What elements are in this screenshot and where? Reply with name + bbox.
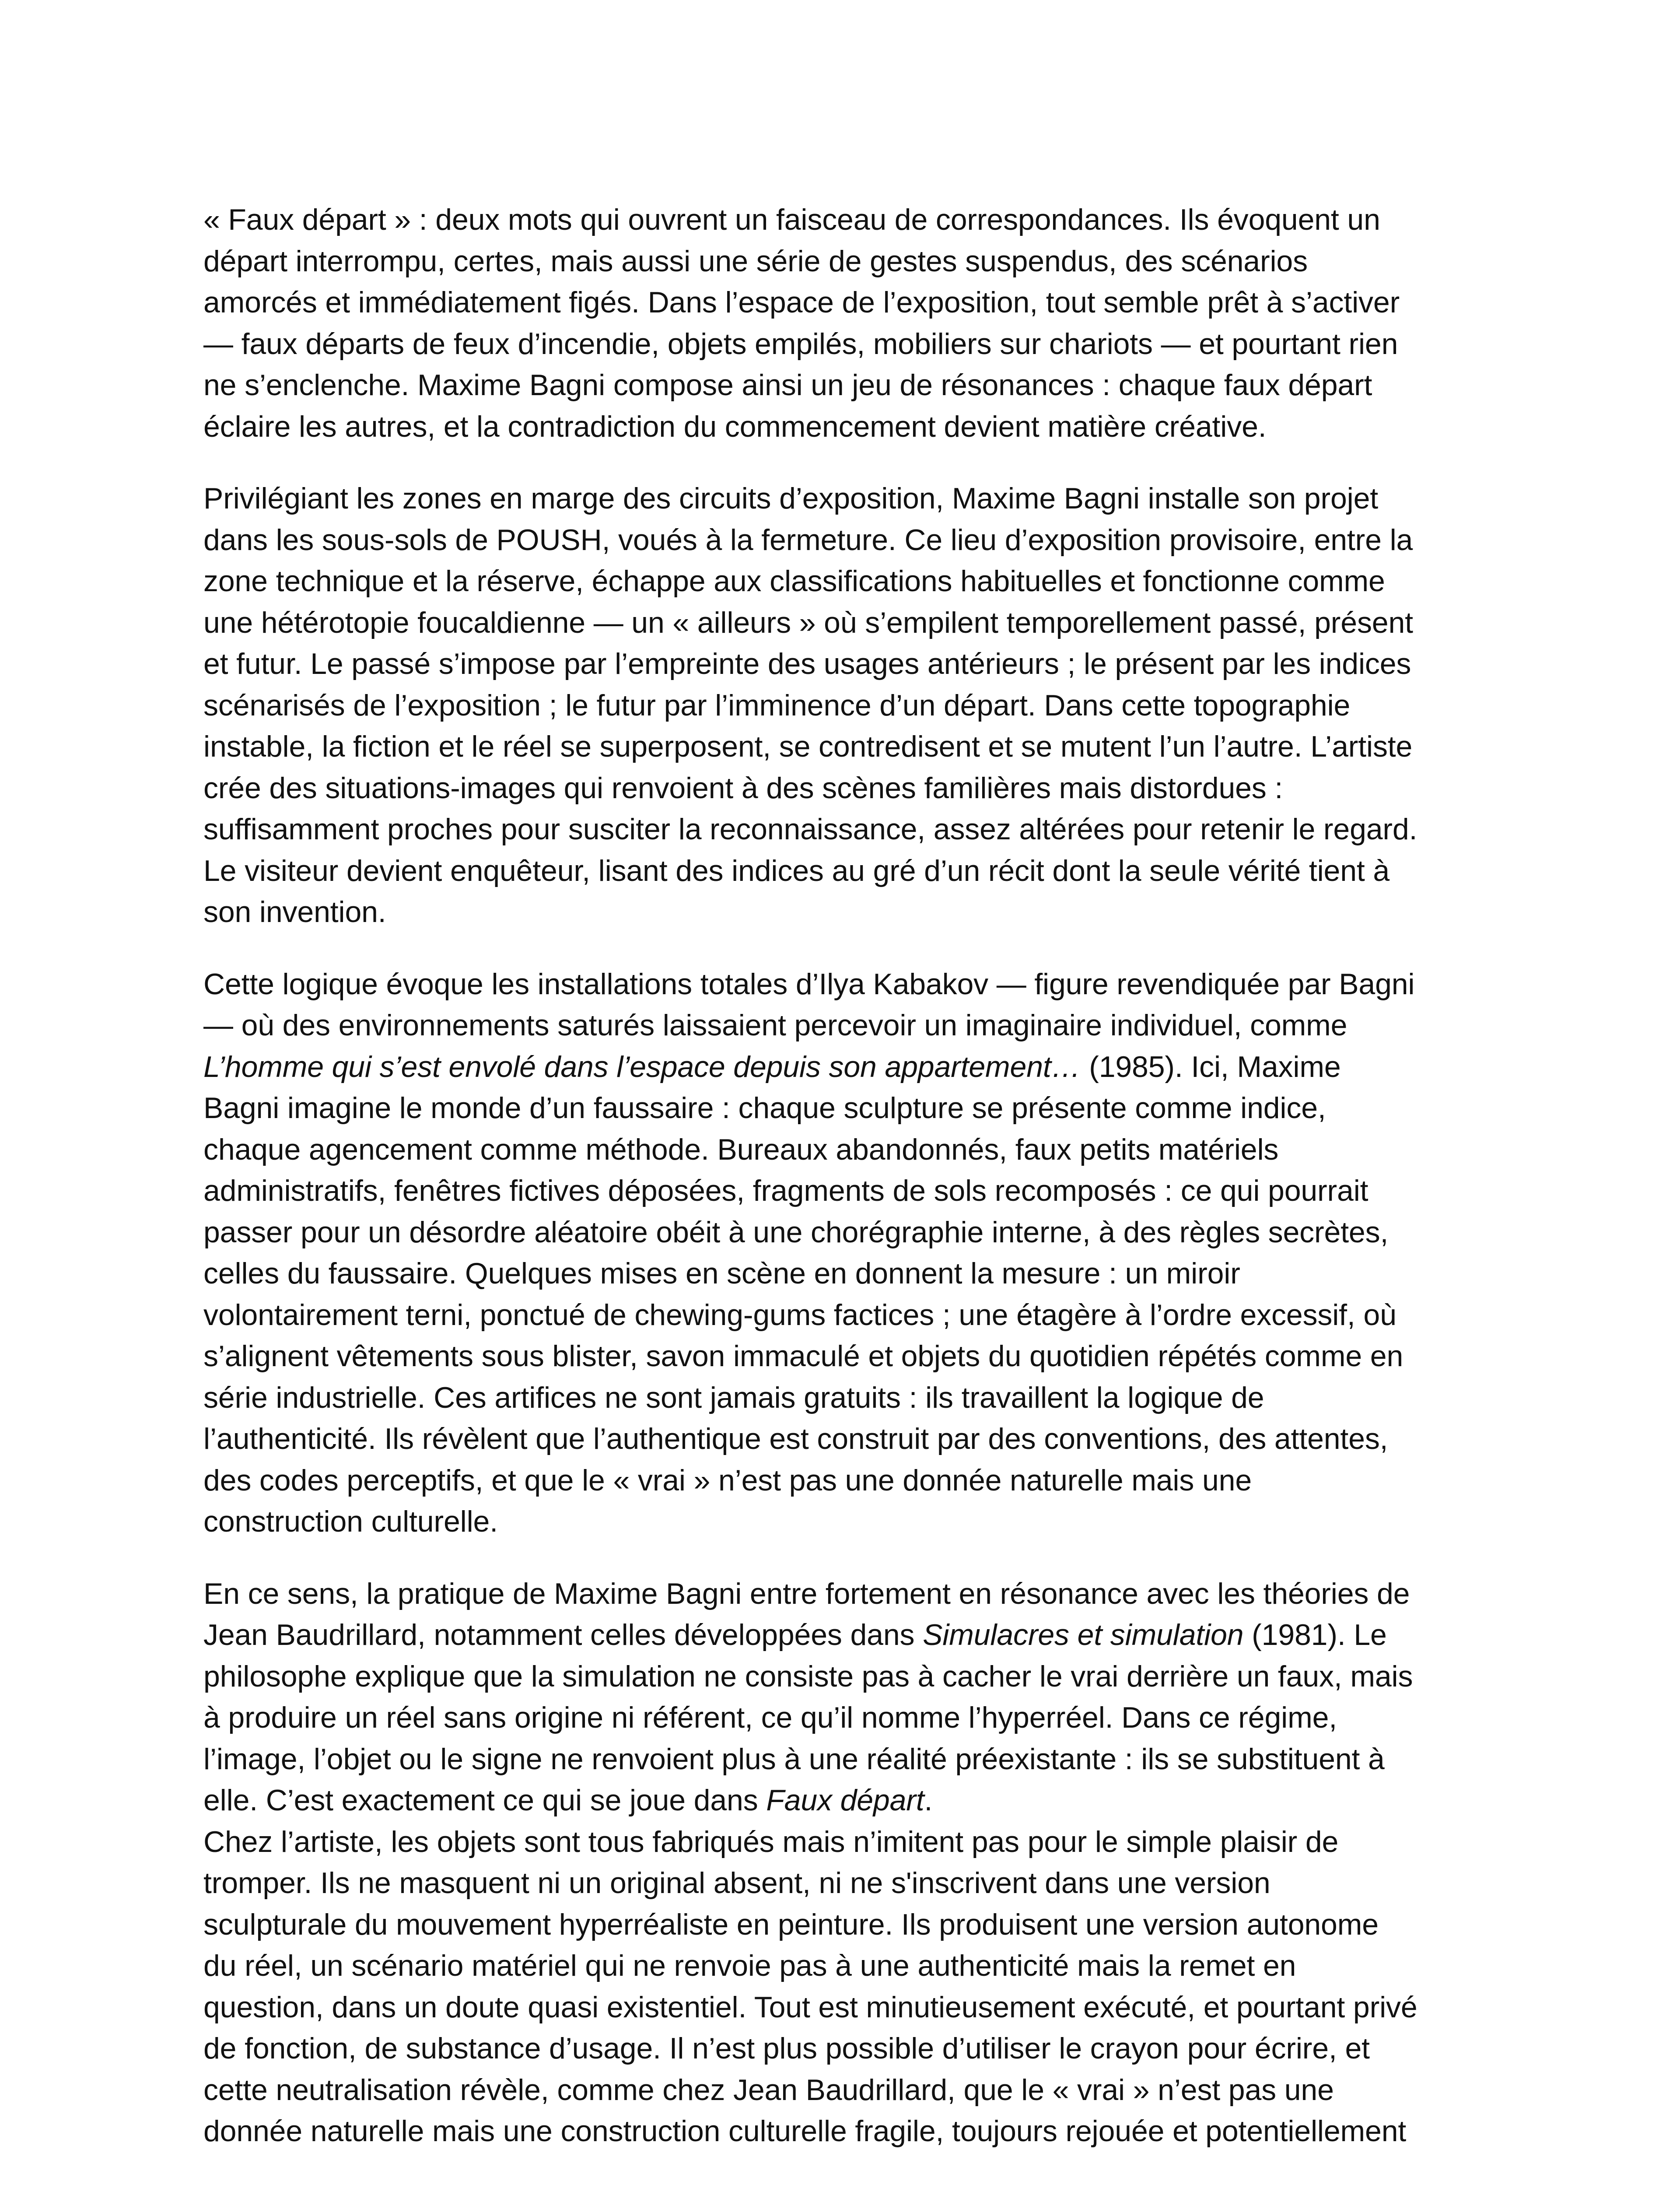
text-line: crée des situations-images qui renvoient à des scènes familières mais distordues : — [203, 771, 1283, 805]
text-line: du réel, un scénario matériel qui ne renvoie pas à une authenticité mais la remet en — [203, 1949, 1296, 1982]
text-line: l’authenticité. Ils révèlent que l’authentique est construit par des conventions, des attentes, — [203, 1422, 1388, 1455]
text-line: série industrielle. Ces artifices ne sont jamais gratuits : ils travaillent la logique de — [203, 1381, 1264, 1414]
text-line: cette neutralisation révèle, comme chez Jean Baudrillard, que le « vrai » n’est pas une — [203, 2073, 1334, 2107]
text-line: volontairement terni, ponctué de chewing-gums factices ; une étagère à l’ordre excessif, où — [203, 1298, 1396, 1332]
text-line: suffisamment proches pour susciter la reconnaissance, assez altérées pour retenir le regard. — [203, 813, 1418, 846]
text-line: celles du faussaire. Quelques mises en scène en donnent la mesure : un miroir — [203, 1257, 1240, 1290]
text-line: — faux départs de feux d’incendie, objets empilés, mobiliers sur chariots — et pourtant rien — [203, 327, 1398, 361]
text-line: administratifs, fenêtres fictives déposées, fragments de sols recomposés : ce qui pourrait — [203, 1174, 1368, 1207]
paragraph-2 — [203, 478, 1492, 933]
paragraph-1 — [203, 199, 1492, 447]
text-line: passer pour un désordre aléatoire obéit à une chorégraphie interne, à des règles secrètes, — [203, 1215, 1389, 1249]
text-line: Le visiteur devient enquêteur, lisant des indices au gré d’un récit dont la seule vérité tient à — [203, 854, 1390, 887]
text-line: zone technique et la réserve, échappe aux classifications habituelles et fonctionne comme — [203, 565, 1385, 598]
text-line: — où des environnements saturés laissaient percevoir un imaginaire individuel, comme — [203, 1009, 1348, 1042]
text-line: départ interrompu, certes, mais aussi une série de gestes suspendus, des scénarios — [203, 244, 1308, 278]
text-line: de fonction, de substance d’usage. Il n’est plus possible d’utiliser le crayon pour écrire, et — [203, 2032, 1370, 2065]
text-line: L’homme qui s’est envolé dans l’espace depuis son appartement… (1985). Ici, Maxime — [203, 1050, 1341, 1083]
text-line: construction culturelle. — [203, 1505, 498, 1538]
text-line: dans les sous-sols de POUSH, voués à la fermeture. Ce lieu d’exposition provisoire, entre la — [203, 523, 1413, 557]
text-line: elle. C’est exactement ce qui se joue dans Faux départ. — [203, 1784, 933, 1817]
italic-book-title: Simulacres et simulation — [923, 1618, 1244, 1652]
text-line: amorcés et immédiatement figés. Dans l’espace de l’exposition, tout semble prêt à s’activer — [203, 286, 1400, 319]
text-line: question, dans un doute quasi existentiel. Tout est minutieusement exécuté, et pourtant privé — [203, 1990, 1418, 2024]
text-line: instable, la fiction et le réel se superposent, se contredisent et se mutent l’un l’autre. L’artiste — [203, 730, 1413, 763]
document-page — [203, 199, 1492, 2152]
text-line: Jean Baudrillard, notamment celles développées dans Simulacres et simulation (1981). Le — [203, 1618, 1387, 1652]
text-line: donnée naturelle mais une construction culturelle fragile, toujours rejouée et potentiellement — [203, 2114, 1407, 2148]
text-line: des codes perceptifs, et que le « vrai » n’est pas une donnée naturelle mais une — [203, 1463, 1252, 1497]
paragraph-3 — [203, 964, 1492, 1543]
text-line: ne s’enclenche. Maxime Bagni compose ainsi un jeu de résonances : chaque faux départ — [203, 368, 1372, 402]
text-line: chaque agencement comme méthode. Bureaux abandonnés, faux petits matériels — [203, 1133, 1279, 1166]
text-line: son invention. — [203, 895, 386, 929]
italic-exhibition-title: Faux départ — [766, 1784, 924, 1817]
text-line: l’image, l’objet ou le signe ne renvoient plus à une réalité préexistante : ils se substituent à — [203, 1742, 1385, 1776]
text-line: et futur. Le passé s’impose par l’empreinte des usages antérieurs ; le présent par les indices — [203, 647, 1411, 680]
italic-work-title: L’homme qui s’est envolé dans l’espace depuis son appartement… — [203, 1050, 1081, 1083]
text-line: s’alignent vêtements sous blister, savon immaculé et objets du quotidien répétés comme en — [203, 1339, 1404, 1373]
text-line: scénarisés de l’exposition ; le futur par l’imminence d’un départ. Dans cette topographie — [203, 688, 1351, 722]
text-line: éclaire les autres, et la contradiction du commencement devient matière créative. — [203, 410, 1267, 443]
text-line: Cette logique évoque les installations totales d’Ilya Kabakov — figure revendiquée par Bagni — [203, 967, 1415, 1001]
text-line: Bagni imagine le monde d’un faussaire : chaque sculpture se présente comme indice, — [203, 1091, 1326, 1125]
text-line: En ce sens, la pratique de Maxime Bagni entre fortement en résonance avec les théories de — [203, 1577, 1410, 1610]
text-line: « Faux départ » : deux mots qui ouvrent un faisceau de correspondances. Ils évoquent un — [203, 203, 1380, 236]
paragraph-4 — [203, 1573, 1492, 2152]
text-line: philosophe explique que la simulation ne consiste pas à cacher le vrai derrière un faux, mais — [203, 1659, 1413, 1693]
text-line: sculpturale du mouvement hyperréaliste en peinture. Ils produisent une version autonome — [203, 1907, 1379, 1941]
text-line: Chez l’artiste, les objets sont tous fabriqués mais n’imitent pas pour le simple plaisir de — [203, 1825, 1339, 1858]
text-line: tromper. Ils ne masquent ni un original absent, ni ne s'inscrivent dans une version — [203, 1866, 1270, 1900]
text-line: à produire un réel sans origine ni référent, ce qu’il nomme l’hyperréel. Dans ce régime, — [203, 1701, 1337, 1734]
text-line: Privilégiant les zones en marge des circuits d’exposition, Maxime Bagni installe son projet — [203, 482, 1379, 515]
text-line: une hétérotopie foucaldienne — un « ailleurs » où s’empilent temporellement passé, présent — [203, 606, 1413, 639]
